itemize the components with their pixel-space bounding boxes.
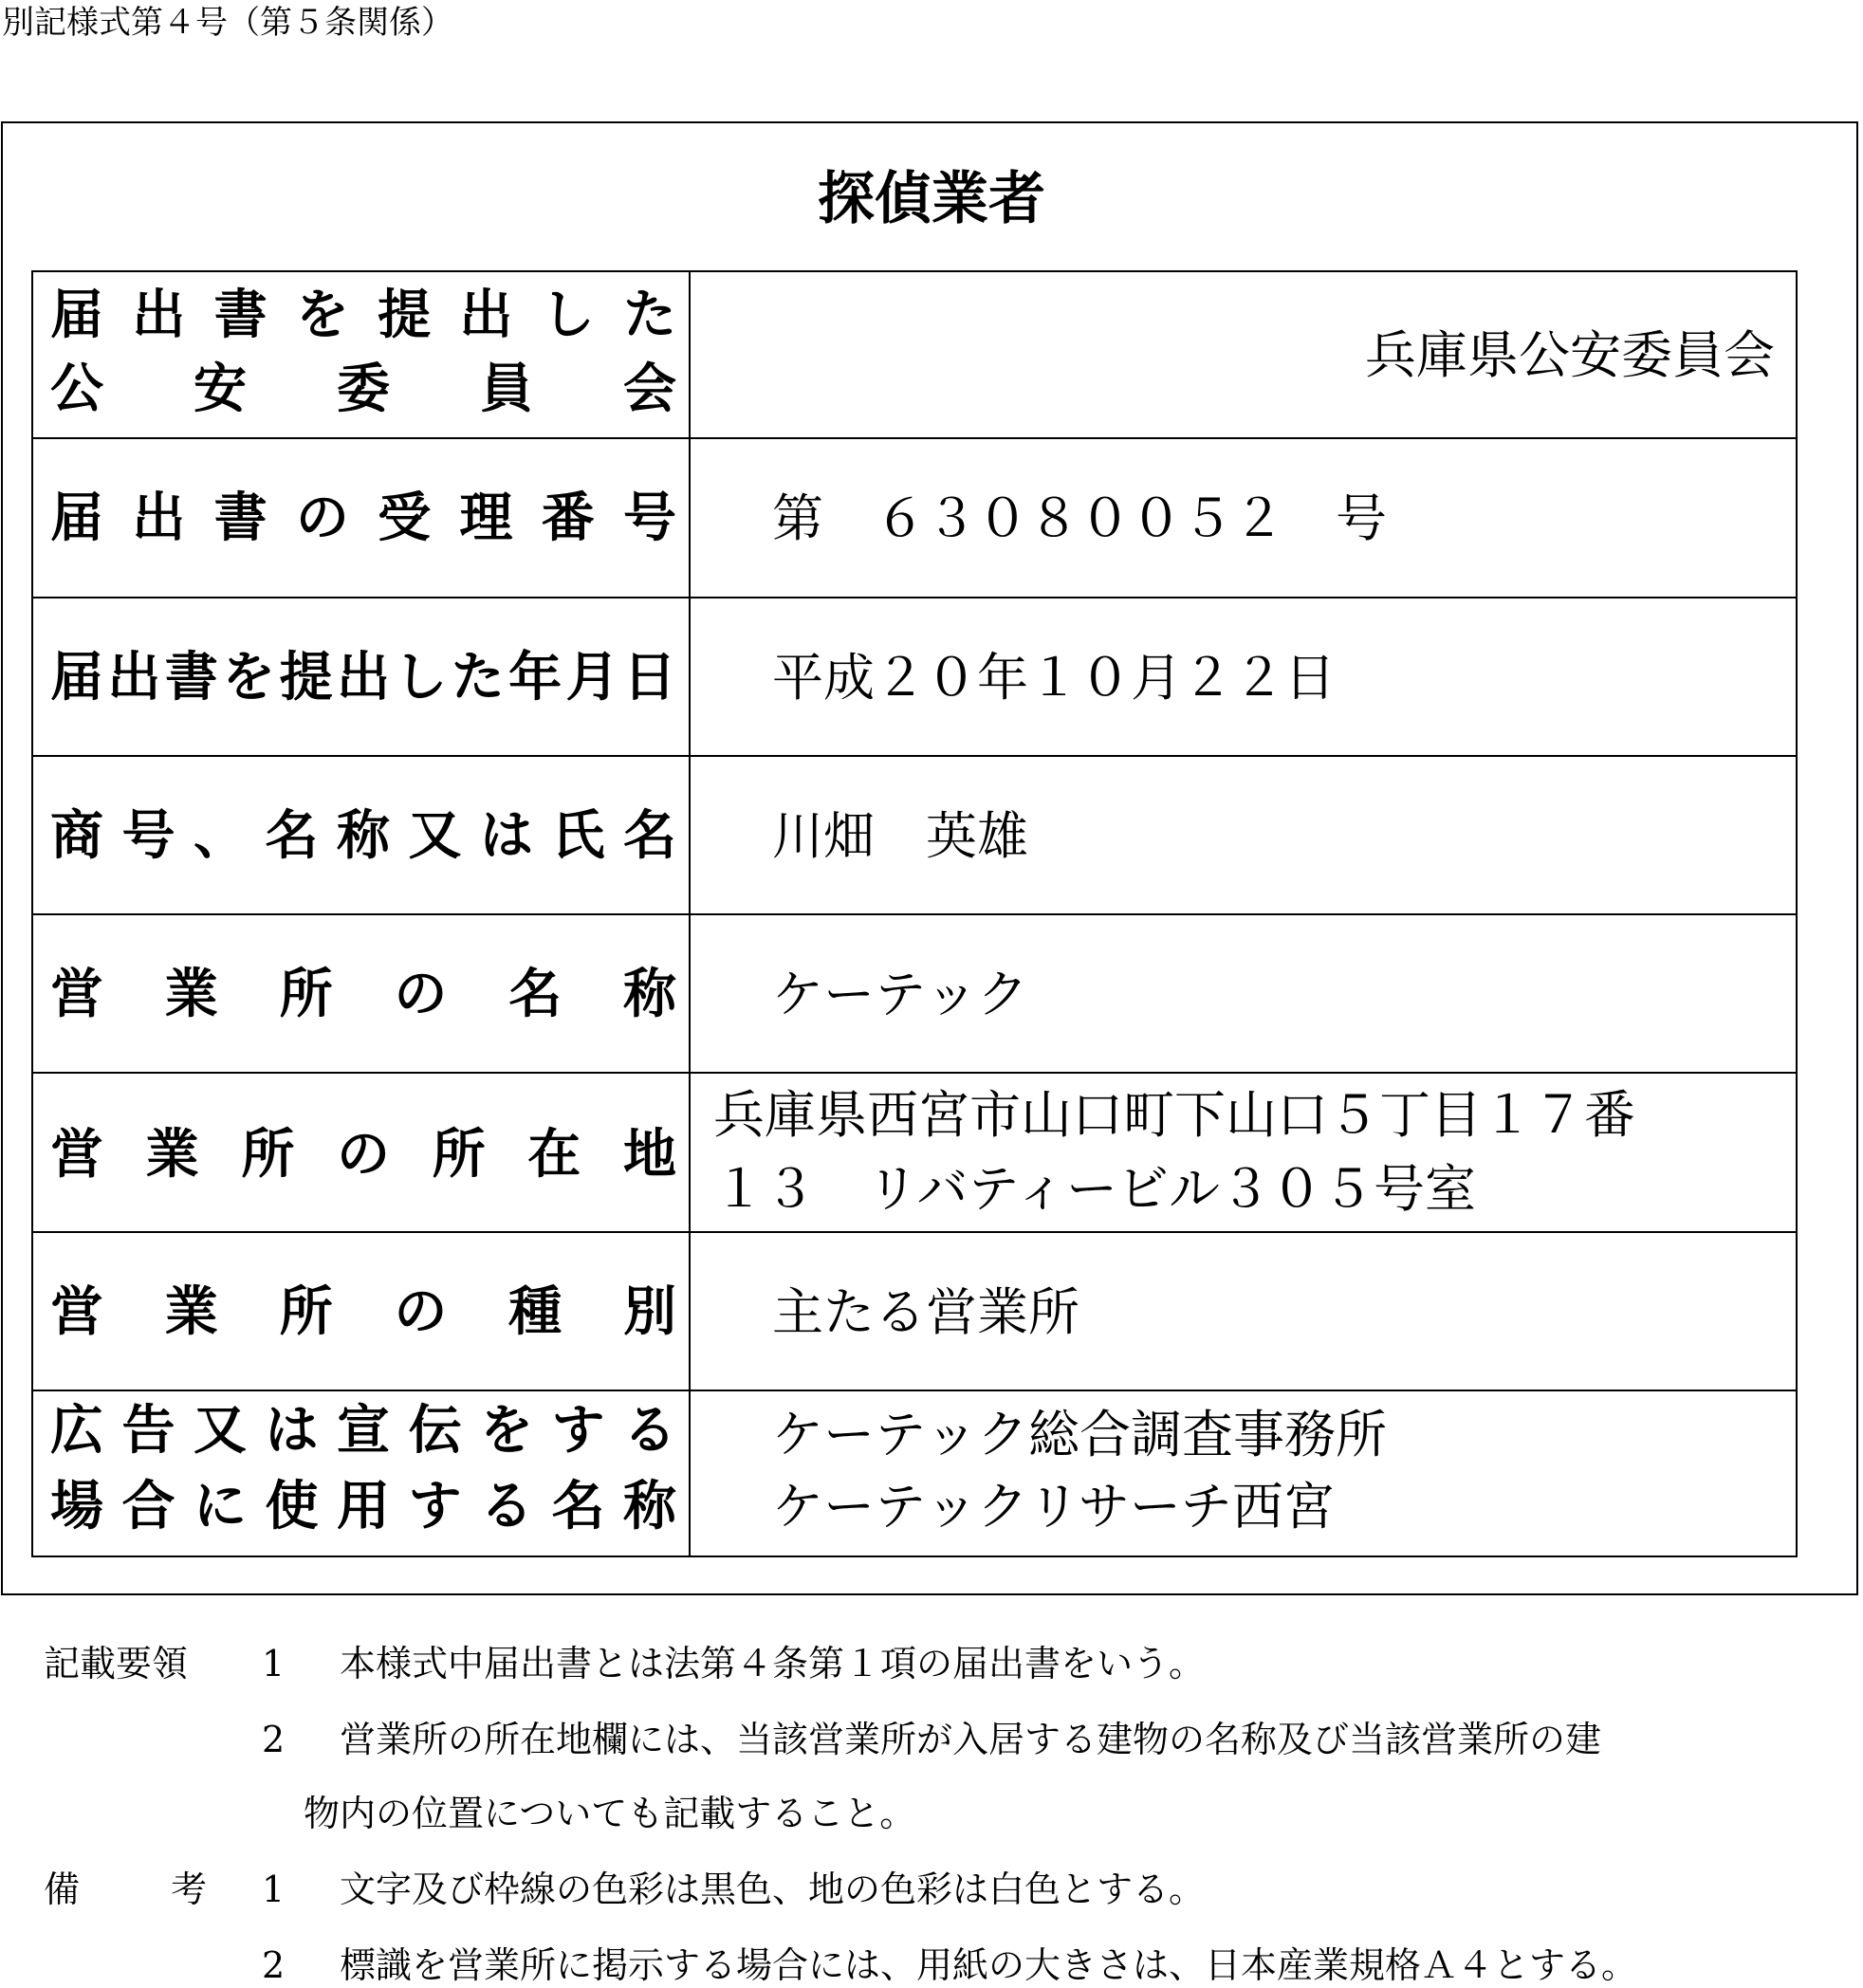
row-value [691, 598, 1796, 755]
label-line: 場 合 に 使 用 す る 名 称 [50, 1476, 676, 1537]
business-owner-name: 川畑 英雄 [772, 806, 1028, 866]
row-submission-date [33, 598, 1796, 757]
label-line: 届 出 書 の 受 理 番 号 [50, 488, 676, 549]
row-label [33, 598, 691, 755]
row-label [33, 1391, 691, 1555]
note-number: 2 [262, 1719, 286, 1760]
submission-date: 平成２０年１０月２２日 [772, 648, 1336, 708]
biko-note-1: 文字及び枠線の色彩は黒色、地の色彩は白色とする。 [340, 1868, 1206, 1910]
row-value [691, 915, 1796, 1072]
row-value [691, 439, 1796, 597]
row-value [691, 1233, 1796, 1390]
kisai-heading: 記載要領 [44, 1643, 189, 1684]
row-label [33, 1074, 691, 1231]
label-line: 営 業 所 の 所 在 地 [50, 1124, 676, 1186]
biko-note-2: 標識を営業所に掲示する場合には、用紙の大きさは、日本産業規格Ａ４とする。 [340, 1944, 1638, 1986]
row-value [691, 272, 1796, 437]
kisai-note-1: 本様式中届出書とは法第４条第１項の届出書をいう。 [340, 1643, 1206, 1684]
row-office-type [33, 1233, 1796, 1391]
row-label [33, 1233, 691, 1390]
label-line: 届 出 書 を 提 出 し た 年 月 日 [50, 647, 676, 709]
advertising-name: ケーテック総合調査事務所 [772, 1405, 1387, 1464]
office-address-line: １３ リバティービル３０５号室 [713, 1159, 1477, 1219]
biko-heading: 備 [44, 1868, 81, 1910]
row-public-safety-commission [33, 272, 1796, 439]
kisai-note-2: 営業所の所在地欄には、当該営業所が入居する建物の名称及び当該営業所の建 [340, 1719, 1602, 1760]
biko-heading: 考 [171, 1868, 208, 1910]
sign-table [31, 270, 1798, 1557]
row-value [691, 1074, 1796, 1231]
office-type: 主たる営業所 [772, 1282, 1079, 1342]
label-line: 営 業 所 の 種 別 [50, 1281, 676, 1343]
office-name: ケーテック [772, 965, 1028, 1024]
commission-name: 兵庫県公安委員会 [1365, 325, 1775, 385]
row-value [691, 1391, 1796, 1555]
label-line: 商 号 、 名 称 又 は 氏 名 [50, 805, 676, 867]
row-label [33, 915, 691, 1072]
note-number: 1 [262, 1868, 286, 1910]
row-receipt-number [33, 439, 1796, 598]
note-number: 2 [262, 1944, 286, 1986]
label-line: 広 告 又 は 宣 伝 を す る [50, 1400, 676, 1462]
row-value [691, 757, 1796, 913]
receipt-number: 第 ６３０８００５２ 号 [772, 488, 1387, 548]
label-line: 届 出 書 を 提 出 し た [50, 285, 676, 346]
row-label [33, 272, 691, 437]
advertising-name: ケーテックリサーチ西宮 [772, 1477, 1335, 1537]
row-office-address [33, 1074, 1796, 1233]
row-office-name [33, 915, 1796, 1074]
office-address-line: 兵庫県西宮市山口町下山口５丁目１７番 [713, 1085, 1635, 1145]
label-line: 公 安 委 員 会 [50, 359, 676, 420]
label-line: 営 業 所 の 名 称 [50, 964, 676, 1025]
kisai-note-2-continued: 物内の位置についても記載すること。 [304, 1793, 916, 1834]
row-label [33, 439, 691, 597]
form-number-label: 別記様式第４号（第５条関係） [2, 4, 453, 42]
row-advertising-names [33, 1391, 1796, 1555]
row-label [33, 757, 691, 913]
row-business-name [33, 757, 1796, 915]
note-number: 1 [262, 1643, 286, 1684]
sign-title: 探偵業者 [818, 166, 1045, 232]
